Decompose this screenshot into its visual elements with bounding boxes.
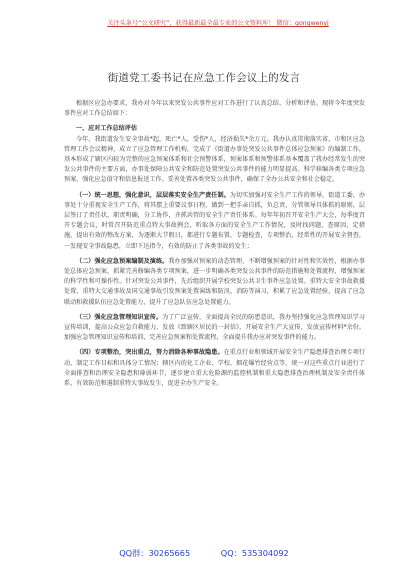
item-3-text: 为了广泛宣传，全面提高全民的防患意识，我办坚持强化应急管理知识学习宣传培训，提高公众应急自救能力，发放《致辖区居民的一封信》，开展安全生产大宣传，发放宣传材料*余份。加强应急管理知识宣传和培训，完善应急预案和处置流程，全面提升我办应对突发事件的能力。 [64, 313, 366, 342]
intro-paragraph: 根据区应急办要求，我办对今年以来突发公共事件应对工作进行了认真总结、分析和评估。现将今年度突发事件应对工作总结如下： [64, 100, 365, 118]
promo-banner-link[interactable]: 关注头条号“公文研究”，获得最新最全最专业的公文资料库！ 微信：gongwenyj [107, 20, 329, 27]
item-2-heading: （二）强化应急预案编制及演练。 [76, 257, 169, 265]
item-2-text: 我办加强对预案的动态管理，不断增强预案的针对性和实效性，根据办事处总体应急预案，抓紧完善修编各类专项预案，进一步明确各类突发公共事件的防范措施和处置流程，增强预案的科学性和可操作性。针对突发公共事件，先后组织开展学校突发公共卫生事件应急处置、重特大安全事故救援处置、重特大交通事故及国交通事故引发预案处置演练和防汛、消防等演习，积累了应急处置经验，提高了应急联动和救援队伍应急处置能力，提升了应急队伍应急处置能力。 [64, 257, 366, 306]
summary-paragraph: 今年，我街道发生安全事故*起，死亡*人，受伤*人，经济损失*余万元。我办认真贯彻落实省、市和区应急管理工作会议精神，成立了应急管理工作机构，完成了《街道办事处突发公共事件总体应急预案》的编制工作，基本形成了辖区内较为完整的应急预案体系和社会预警体系，预案体系和预警体系基本覆盖了我办经常发生的突发公共事件的主要方面，办事处保障公共安全和防范处置突发公共事件的能力明显提高。科学移编各类专项应急预案，强化应急值守和信息报送工作。妥善处置各类突发公共事件，确保了全办公共安全和社会稳定。 [64, 135, 365, 184]
item-4-heading: （四）专项整治，突出重点，努力消除各种事故隐患。 [76, 349, 224, 357]
item-1-text: 为切实加强对安全生产工作的领导，街道工委、办事处十分重视安全生产工作，将其摆上重要议事日程，做到一把手亲自抓，负总责，分管领导具体抓的原则，层层签订了责任状，职责明确，分工协作，齐抓共管的安全生产责任体系。每年年初召开安全生产大会，每季度召开专题会议，时常召开防范重点特大事故例会，听取各方面的安全生产工作情况，及时找问题，查原因，定措施，提出有效的整改方案，为逐渐大节假日，都进行专题布置，专题检查，专项整治，经常性的开展安全督查，一发现安全事故隐患，立即下达指令，有效的防止了各类事故的发生； [64, 191, 366, 250]
item-1-paragraph [64, 191, 365, 252]
document-title: 街道党工委书记在应急工作会议上的发言 [107, 72, 301, 84]
document-body [64, 99, 365, 389]
item-3-paragraph [64, 313, 365, 344]
qq-group-number: QQ群：30265665 [119, 548, 191, 558]
item-4-paragraph [64, 348, 365, 389]
item-1-heading: （一）统一思想，强化意识，层层落实安全生产责任制。 [76, 191, 230, 199]
qq-number: QQ：535304092 [220, 548, 289, 558]
footer-contacts [0, 548, 408, 559]
section-heading-evaluation: 一、应对工作总结评估 [76, 125, 137, 133]
item-3-heading: （三）强化应急管理知识宣传。 [76, 313, 163, 321]
item-2-paragraph [64, 257, 365, 308]
item-4-text: 在重点行业和领域开展安全生产隐患排查治理专项行动，制定工作目标和具体分工情况；辖区内的化工企业、学校、烟花爆竹经营点等，统一对这些重点行业进行了全面排查和治理安全隐患和薄弱环节，逐步建立重大危险源的监控机制和重大隐患排查治理机制及安全责任体系，有效防范和遏制重特大事故发生，促进全办生产安全。 [64, 349, 366, 388]
